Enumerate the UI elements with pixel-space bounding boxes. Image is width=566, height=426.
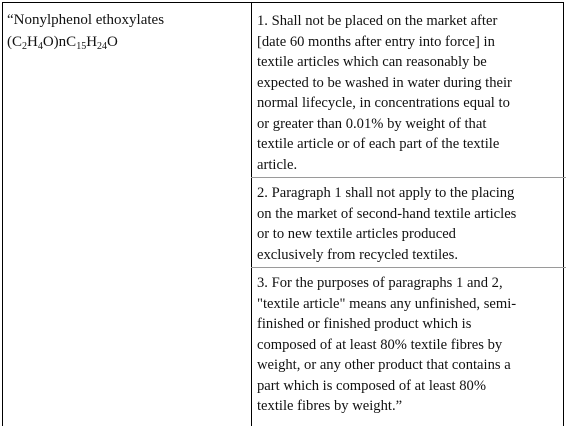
text-line: 2. Paragraph 1 shall not apply to the placing (257, 185, 515, 201)
text-line: composed of at least 80% textile fibres by (257, 336, 503, 353)
text-line: weight, or any other product that contains a (257, 357, 511, 373)
text-line: textile fibres by weight.” (257, 398, 403, 414)
condition-paragraph-1 (257, 11, 557, 175)
paragraph-divider (251, 177, 566, 178)
conditions-cell (257, 11, 557, 417)
text-line: textile articles which can reasonably be (257, 54, 487, 70)
column-divider (251, 3, 252, 426)
substance-name: “Nonylphenol ethoxylates (7, 12, 165, 28)
text-line: expected to be washed in water during their (257, 74, 512, 91)
text-line: or greater than 0.01% by weight of that (257, 115, 487, 132)
condition-paragraph-3 (257, 273, 557, 417)
text-line: on the market of second-hand textile articles (257, 205, 517, 222)
substance-cell (7, 9, 245, 53)
text-line: 3. For the purposes of paragraphs 1 and 2, (257, 275, 503, 291)
substance-formula: $(C_2H_4O)nC_{15}H_{24}O$ (7, 34, 118, 52)
text-line: normal lifecycle, in concentrations equal to (257, 95, 510, 111)
text-line: 1. Shall not be placed on the market after (257, 13, 498, 29)
text-line: finished or finished product which is (257, 316, 472, 332)
paragraph-divider (251, 267, 566, 268)
text-line: [date 60 months after entry into force] in (257, 33, 495, 50)
condition-paragraph-2 (257, 183, 557, 265)
text-line: textile article or of each part of the textile (257, 136, 500, 152)
text-line: part which is composed of at least 80% (257, 377, 486, 394)
text-line: or to new textile articles produced (257, 226, 456, 242)
text-line: article. (257, 156, 298, 173)
text-line: exclusively from recycled textiles. (257, 246, 458, 263)
restriction-table (2, 2, 564, 426)
text-line: "textile article" means any unfinished, semi- (257, 295, 517, 312)
